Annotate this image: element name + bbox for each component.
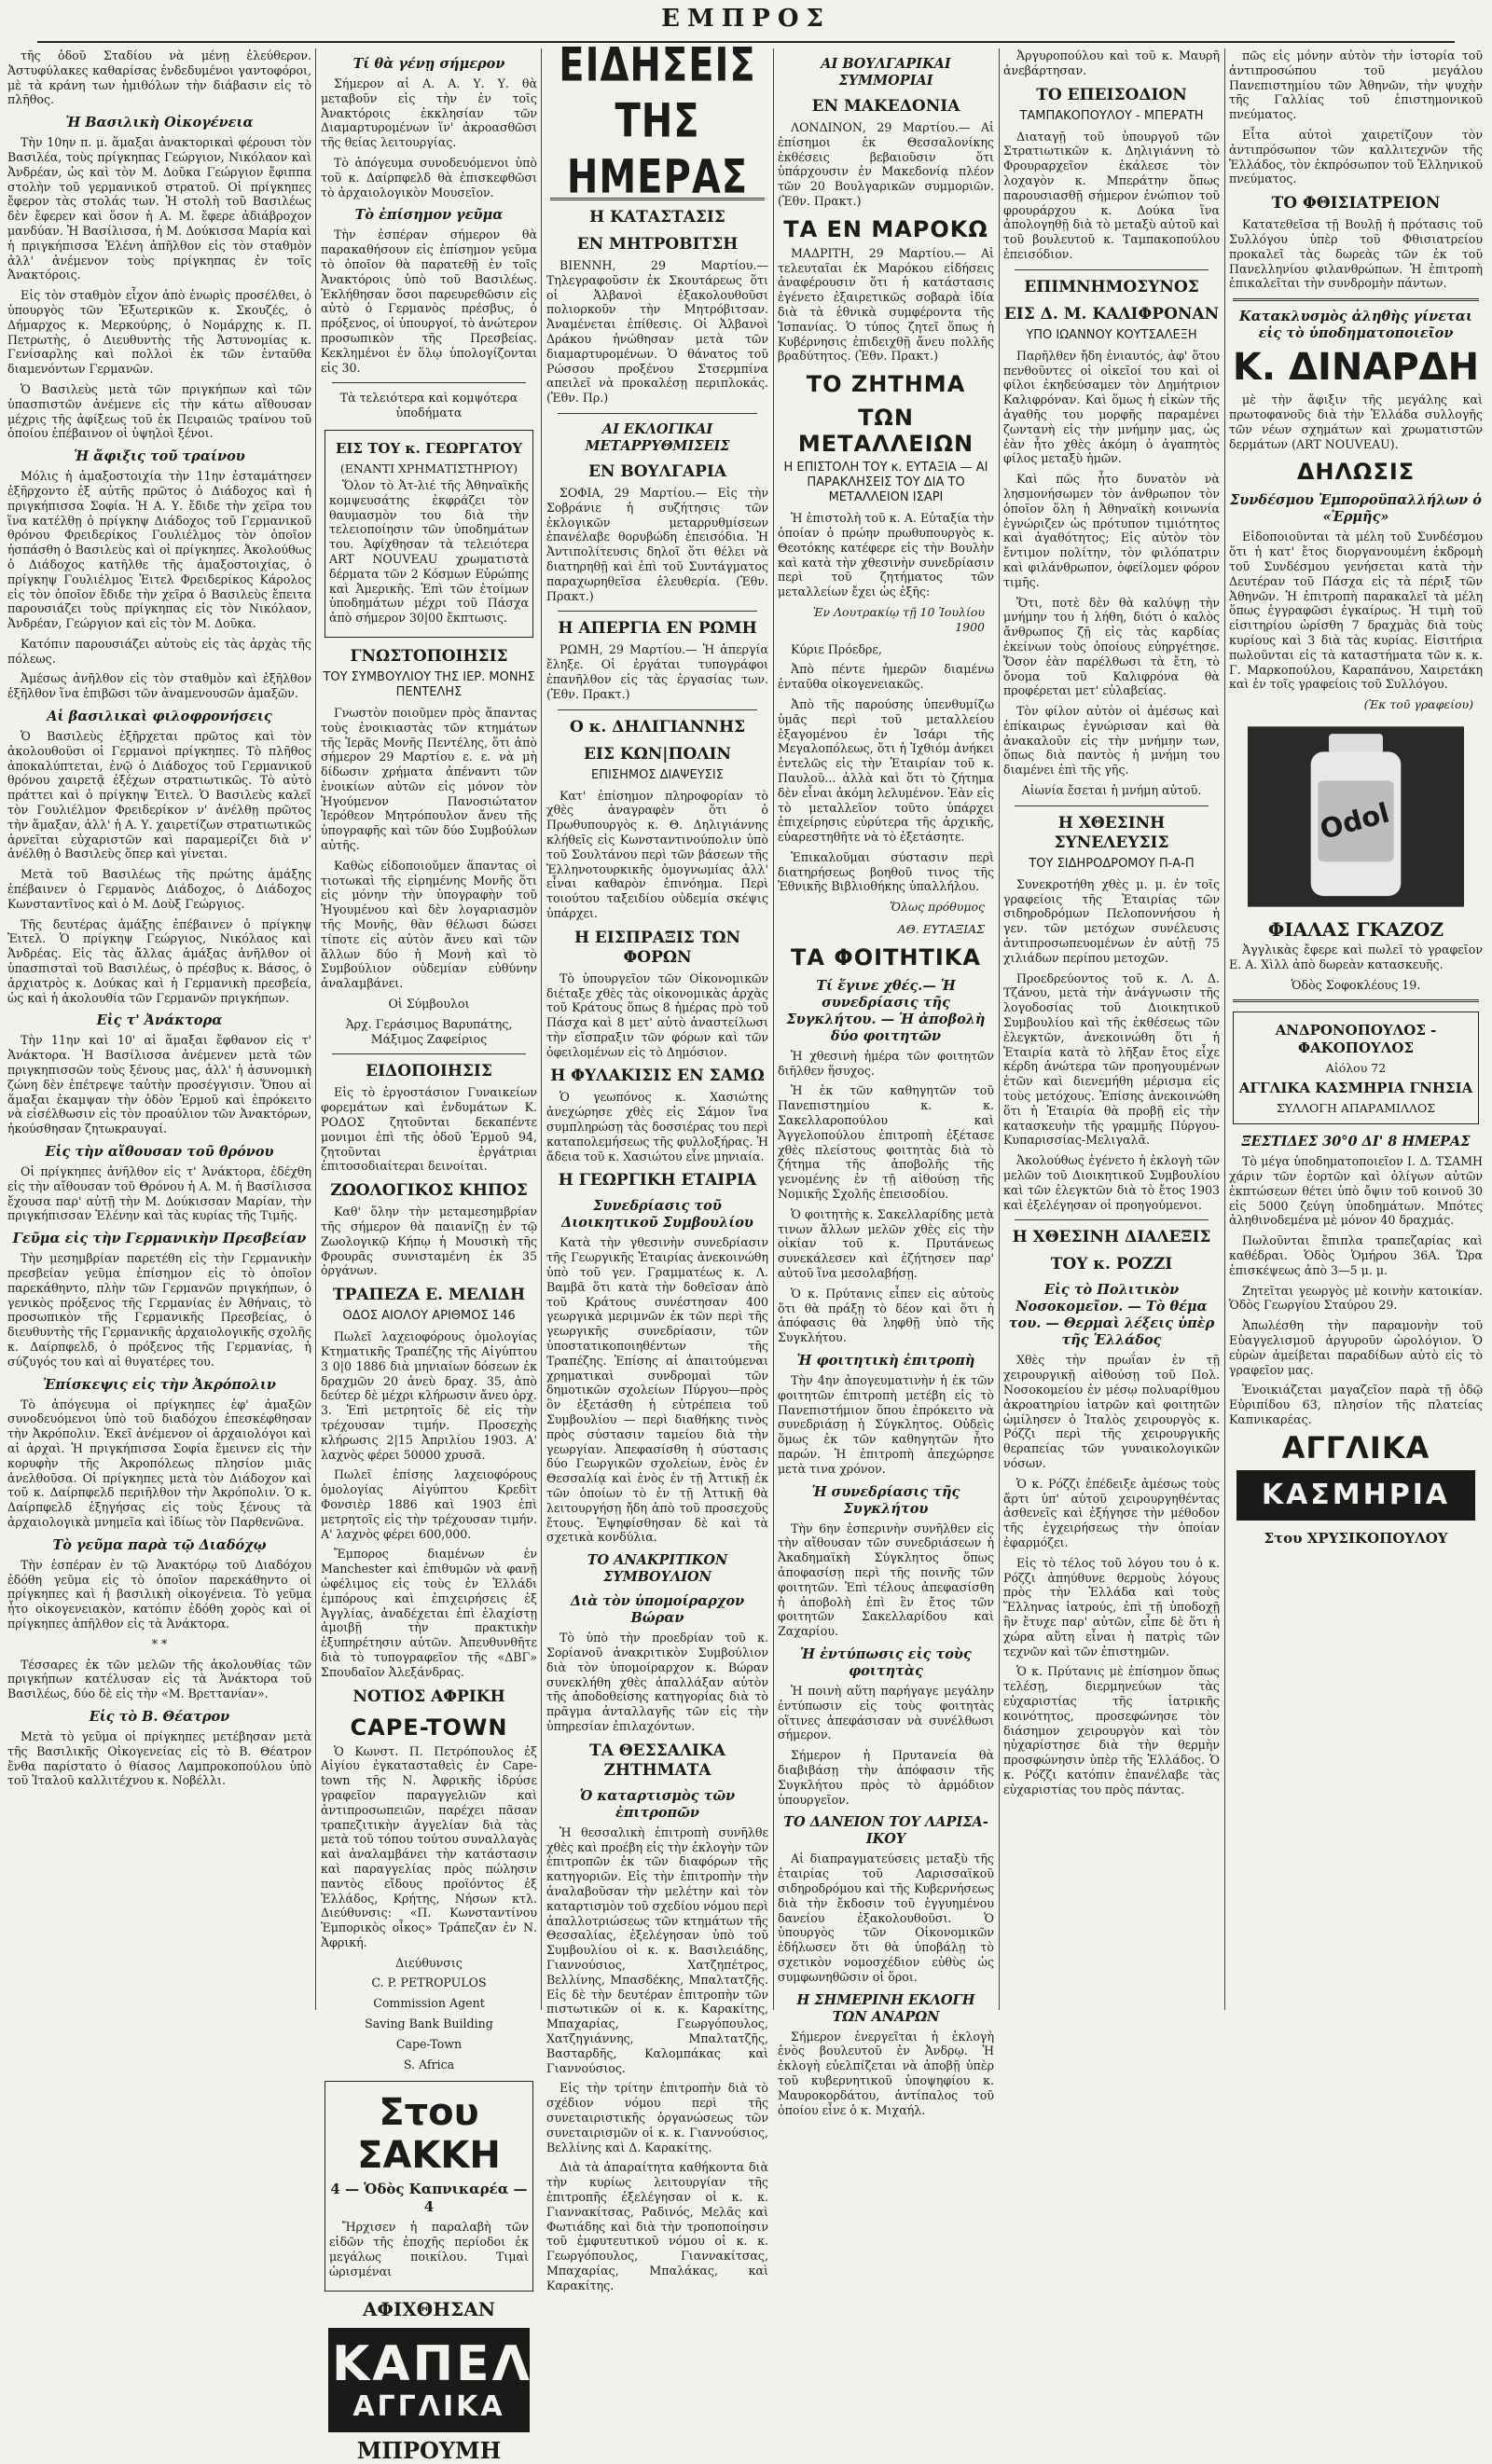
section-heading: Ἡ ἄφιξις τοῦ τραίνου	[74, 448, 245, 465]
brand-label: Odol	[1316, 796, 1393, 846]
column-4	[778, 48, 994, 2117]
section-subheading: ΤΟΥ ΣΥΜΒΟΥΛΙΟΥ ΤΗΣ ΙΕΡ. ΜΟΝΗΣ ΠΕΝΤΕΛΗΣ	[323, 669, 535, 699]
section-heading: ΕΙΣ ΚΩΝ|ΠΟΛΙΝ	[583, 744, 732, 764]
article-text: Τὴν 10ην π. μ. ἅμαξαι ἀνακτορικαὶ φέρουσι τὸν Βασιλέα, τοὺς πρίγκηπας Γεώργιον, Νικόλαον καὶ Ἀνδρέαν, ὡς καὶ τὸν Μ. Δοῦκα Γεώργιον ἔφιππα στολὴν τοῦ γερμανικοῦ στρατοῦ. Οἱ πρίγκηπες ἔφερον τὰς στολάς των. Ἡ στολὴ τοῦ Βασιλέως δὲν ἔφερεν καὶ ὅσον ἡ Α. Μ. ἔφερε ἀδιάβροχον μανδύαν. Ἡ Βασίλισσα, ἡ Μ. Δούκισσα Μαρία καὶ ἡ πριγκήπισσα Ἑλένη ἀπῆλθον εἰς τὸν σταθμὸν ἀλλ' ἀνέμενον τοὺς πρίγκηπας ἐν τοῖς Ἀνακτόροις.	[7, 135, 311, 282]
divider	[332, 1053, 526, 1054]
ad-text: Τὰ τελειότερα καὶ κομψότερα ὑποδήματα	[339, 391, 518, 420]
ad-big-text: ΚΑΣΜΗΡΙΑ	[1261, 1478, 1451, 1511]
article-text: Πωλεῖ λαχειοφόρους ὁμολογίας Κτηματικῆς Τραπέζης τῆς Αἰγύπτου 3 0|0 1886 διὰ μηνιαίων δόσεων ἐκ δραχμῶν 20 ἀνεὺ δραχ. 35, ἀπὸ δεύτερ δὲ μέχρι κλήρωσιν ἄνευ ὀρχ. 3. Ἐπὶ μετρητοῖς δὲ εἰς τὴν τρέχουσαν τιμήν. Προσεχὴς κλήρωσις 2|15 Ἀπριλίου 1903. Α' λαχνὸς φέρει 50000 χρυσᾶ.	[321, 1329, 537, 1462]
article-text: Μόλις ἡ ἁμαξοστοιχία τὴν 11ην ἐσταμάτησεν ἐξῆρχοντο ἐξ αὐτῆς πρῶτος ὁ Διάδοχος καὶ ἡ πριγκήπισσα Σοφία. Ἡ Α. Υ. ἔδιδε τὴν χεῖρα του ἵνα κατέλθῃ ὁ πρίγκηψ Διάδοχος τοῦ Γερμανικοῦ θρόνου Φρειδερίκος Γουλιέλμος τὸν ὁποῖον ἠσπάσθη ὁ Βασιλεὺς καὶ οἱ πρίγκηπες. Ἀκολούθως ὁ Διάδοχος κατῆλθε τῆς ἁμαξοστοιχίας, ὁ πρίγκηψ Γουλιέλμος Ἐιτελ Φρειδερίκος Κάρολος εἰς τὸν ὁποῖον ἔδιδε τὴν χεῖρα ὁ Βασιλεὺς ἔπειτα παρουσιάζει τοὺς πρίγκηπας εἰς τὸν Νικόλαον, Ἀνδρέαν, Γεώργιον καὶ εἰς τὸν Μ. Δοῦκα.	[7, 469, 311, 631]
article-text: Ἡ θεσσαλικὴ ἐπιτροπὴ συνῆλθε χθὲς καὶ προέβη εἰς τὴν ἐκλογὴν τῶν ἐπιτροπῶν ἐκ τῶν διαφόρων τῆς κατηγοριῶν. Εἰς τὴν ἐπιτροπὴν τὴν ἀναλαβοῦσαν τὴν μελέτην καὶ τὸν καταρτισμὸν τοῦ σχεδίου νόμου περὶ ἀπαλλοτριώσεως τῶν κτημάτων τῆς Θεσσαλίας, ἐξελέγησαν ὑπὸ τοῦ Συμβουλίου οἱ κ. κ. Βασιλειάδης, Γιαννούσιος, Χατζηπέτρος, Βελλίνης, Μπασδέκης, Μπαλτατζῆς. Εἰς δὲ τὴν δευτέραν ἐπιτροπὴν τῶν πιστωτικῶν οἱ κ. κ. Καρακίτης, Μπαχαρίας, Γεωργόπουλος, Χατζηγιάννης, Μπαλτατζῆς, Βασταρδῆς, Καλομπάκας καὶ Γιαννούσιος.	[546, 1824, 768, 2075]
article-source: (Ἐκ τοῦ γραφείου)	[1363, 697, 1473, 712]
section-heading: ΔΗΛΩΣΙΣ	[1296, 459, 1416, 486]
section-subheading: ΟΔΟΣ ΑΙΟΛΟΥ ΑΡΙΘΜΟΣ 146	[342, 1309, 516, 1324]
article-text: Ὁ γεωπόνος κ. Χασιώτης ἀνεχώρησε χθὲς εἰς Σάμον ἵνα συμπληρώσῃ τὰς δοσσιέρας του περὶ καταπολεμήσεως τῆς φυλλοξήρας. Ἡ ἄδεια τοῦ κ. Χασιώτου εἶνε μηνιαία.	[546, 1090, 768, 1163]
article-text: Ὅτι, ποτὲ δὲν θὰ καλύψῃ τὴν μνήμην του ἡ λήθη, διότι ὁ καλὸς ἄνθρωπος ζῇ εἰς τὰς καρδίας ἐκείνων τοὺς ὁποίους εὐηργέτησε. Ὅσον ἐὰν παρέλθωσι τὰ ἔτη, τὸ ὄνομα τοῦ Καλιφρόνα θὰ προφέρεται μετ' εὐλαβείας.	[1003, 595, 1220, 698]
article-text: Εἰς τὸ τέλος τοῦ λόγου του ὁ κ. Ρόζζι ἀπηύθυνε θερμοὺς λόγους πρὸς τὴν Ἑλλάδα καὶ τοὺς Ἕλληνας ἰατρούς, ἐπὶ τῇ ὑποδοχῇ ἣν ἔτυχε παρ' αὐτῶν, εἶπε δὲ ὅτι ἡ χώρα αὕτη εἶναι ἡ πατρὶς τῶν τεχνῶν καὶ τῶν ἐπιστημῶν.	[1003, 1555, 1220, 1659]
article-text: Ἡ χθεσινὴ ἡμέρα τῶν φοιτητῶν διῆλθεν ἥσυχος.	[778, 1048, 994, 1078]
article-text: Ὁ κ. Πρύτανις εἶπεν εἰς αὐτοὺς ὅτι θὰ πράξῃ τὸ δέον καὶ ὅτι ἡ ἀπόφασις θὰ ληφθῇ ὑπὸ τῆς Συγκλήτου.	[778, 1286, 994, 1345]
ad-heading: ΞΕΣΤΙΔΕΣ 30°0 ΔΙ' 8 ΗΜΕΡΑΣ	[1241, 1134, 1471, 1150]
section-heading: Η ΦΥΛΑΚΙΣΙΣ ΕΝ ΣΑΜΩ	[550, 1067, 765, 1086]
ad-big-text: ΑΓΓΛΙΚΑ	[352, 2389, 505, 2423]
article-text: Τέσσαρες ἐκ τῶν μελῶν τῆς ἀκολουθίας τῶν πριγκήπων κατέλυσαν εἰς τὰ Ἀνάκτορα τοῦ Βασιλέως, δύο δὲ εἰς τὴν «Μ. Βρεττανίαν».	[7, 1657, 311, 1701]
article-text: Εἶτα αὐτοὶ χαιρετίζουν τὸν ἀντιπρόσωπον τῶν καλλιτεχνῶν τῆς Ἑλλάδος, τὸν ἐκπρόσωπον τοῦ Ἑλληνικοῦ πνεύματος.	[1229, 127, 1483, 186]
ad-text: Ἀγγλικὰς ἔφερε καὶ πωλεῖ τὸ γραφεῖον Ε. Α. Χὶλλ ἀπὸ δωρεὰν κατασκευῆς.	[1229, 942, 1483, 971]
divider	[1015, 1219, 1209, 1220]
article-text: Ἀκολούθως ἐγένετο ἡ ἐκλογὴ τῶν μελῶν τοῦ Διοικητικοῦ Συμβουλίου καὶ τῶν ἐλεγκτῶν διὰ τὸ ἔτος 1903 καὶ ἐξελέγησαν οἱ προηγούμενοι.	[1003, 1153, 1220, 1212]
article-text: Οἱ πρίγκηπες ἀνῆλθον εἰς τ' Ἀνάκτορα, ἐδέχθη εἰς τὴν αἴθουσαν τοῦ Θρόνου ἡ Α. Μ. ἡ Βασίλισσα ἔχουσα παρ' αὐτῇ τὴν Μ. Δούκισσαν Μαρίαν, τὴν πριγκήπισσαν Ἑλένην καὶ τὰς κυρίας τῆς Τιμῆς.	[7, 1164, 311, 1223]
column-6	[1229, 48, 1483, 2010]
article-text: Ἀπὸ πέντε ἡμερῶν διαμένω ἐνταῦθα οἰκογενειακῶς.	[778, 662, 994, 692]
article-text: Τὸ ὑπὸ τὴν προεδρίαν τοῦ κ. Σορίανοῦ ἀνακριτικὸν Συμβούλιον διὰ τὸν ὑπομοίραρχον κ. Βώραν συνεκλήθη χθὲς ἀπαλλάξαν αὐτὸν τῆς ἀποδοθείσης κατηγορίας διὰ τὸ πρᾶγμα ἀνταλλαγῆς τῶν εἰς τὴν ὑπηρεσίαν ἐπιλαχόντων.	[546, 1631, 768, 1733]
section-heading: Η ΚΑΤΑΣΤΑΣΙΣ	[589, 208, 725, 227]
article-text: ΒΙΕΝΝΗ, 29 Μαρτίου.— Τηλεγραφοῦσιν ἐκ Σκουτάρεως ὅτι οἱ Ἀλβανοὶ ἐξακολουθοῦσι πολιορκοῦν τὴν Μητρόβιτσαν. Ἀναμένεται ἐπίθεσις. Οἱ Ἀλβανοὶ Δράκου ἠνώθησαν μετὰ τῶν διαμαρτυρομένων. Ὁ θάνατος τοῦ Ρώσσου προξένου Στσερμπίνα απειλεῖ νὰ προκαλέσῃ περιπλοκάς. (Ἐθν. Πρ.)	[546, 258, 768, 406]
column-3	[546, 38, 768, 2292]
section-heading: ΖΩΟΛΟΓΙΚΟΣ ΚΗΠΟΣ	[330, 1181, 528, 1201]
section-heading: ΑΙ ΒΟΥΛΓΑΡΙΚΑΙ ΣΥΜΜΟΡΙΑΙ	[821, 56, 951, 89]
section-heading: ΕΙΔΟΠΟΙΗΣΙΣ	[366, 1062, 492, 1081]
ad-text: ΑΓΓΛΙΚΑ ΚΑΣΜΗΡΙΑ ΓΝΗΣΙΑ	[1238, 1080, 1473, 1097]
article-text: Πωλεῖ ἐπίσης λαχειοφόρους ὁμολογίας Αἰγύπτου Κρεδὶτ Φονσιὲρ 1886 καὶ 1903 ἐπὶ μετρητοῖς εἰς τὴν τρέχουσαν τιμήν. Α' λαχνὸς φέρει 600,000.	[321, 1467, 537, 1541]
article-text: Σήμερον ἐνεργεῖται ἡ ἐκλογὴ ἑνὸς βουλευτοῦ ἐν Ἀνδρῳ. Ἡ ἐκλογὴ εὐελπίζεται νὰ ἀποβῇ ὑπὲρ τοῦ κυβερνητικοῦ ὑποψηφίου κ. Μαυροκορδάτου, ἀντίπαλος τοῦ ὁποίου εἶνε ὁ κ. Μιχαήλ.	[778, 2029, 994, 2117]
article-text: Καθ' ὅλην τὴν μεταμεσημβρίαν τῆς σήμερον θὰ παιανίζῃ ἐν τῷ Ζωολογικῷ Κήπῳ ἡ Μουσικὴ τῆς Φρουρᾶς συνισταμένη ἐκ 35 ὀργάνων.	[321, 1204, 537, 1278]
section-heading: Αἱ βασιλικαὶ φιλοφρονήσεις	[47, 709, 272, 725]
column-5	[1003, 48, 1220, 2010]
ad-address: Ὁδὸς Σοφοκλέους 19.	[1291, 977, 1421, 992]
section-subheading: ΥΠΟ ΙΩΑΝΝΟΥ ΚΟΥΤΣΑΛΕΞΗ	[1026, 327, 1197, 342]
article-text: Ὁ Κωνστ. Π. Πετρόπουλος ἐξ Αἰγίου ἐγκατασταθεὶς ἐν Cape-town τῆς Ν. Ἀφρικῆς ἱδρύσε γραφεῖον παραγγελιῶν καὶ ἀντιπροσωπειῶν, παρέχει πᾶσαν τραπεζιτικὴν ἀγγελίαν διὰ τὰς μετὰ τοῦ τόπου τούτου συναλλαγὰς καὶ ἀναλαμβάνει τὴν κατάστασιν καὶ παραγγελίας πρὸς πώλησιν παντὸς εἴδους προϊόντος ἐξ Ἑλλάδος, Κρήτης, Νήσων κτλ. Διεύθυνσις: «Π. Κωνσταντίνου Ἐμπορικὸς οἶκος» Τράπεζαν ἐν Ν. Ἀφρική.	[321, 1743, 537, 1949]
ad-text: Ὅλον τὸ Ἀτ-λιέ τῆς Ἀθηναϊκῆς κομψευσάτης ἐκφράζει τὸν θαυμασμὸν του διὰ τὴν τελειοποίησιν τῶν ὑποδημάτων του. Ἀφίχθησαν τὰ τελειότερα ART NOUVEAU χρωματιστὰ δέρματα τῶν 2 Κόσμων Εὐρώπης καὶ Ἀμερικῆς. Ἐπὶ τῶν ἐτοίμων ὑποδημάτων μέχρι τοῦ Πάσχα ἀπὸ σήμερον 30|00 ἔκπτωσις.	[329, 477, 529, 626]
ad-kapela	[328, 2328, 573, 2432]
section-heading: Εἰς τ' Ἀνάκτορα	[96, 1012, 223, 1029]
page-title: ΕΙΔΗΣΕΙΣ ΤΗΣ ΗΜΕΡΑΣ	[559, 38, 756, 204]
article-text: Ὁ κ. Πρύτανις μὲ ἐπίσημον ὅπως τελέσῃ, διερμηνεύων τὰς εὐχαριστίας τῆς ἰατρικῆς κοινότητος, προσεφώνησε τὸν διάσημον χειρουργὸν καὶ τὸν ηὐχαρίστησε διὰ τὴν θερμὴν προσφώνησιν ὑπὲρ τῆς Ἑλλάδος. Ὁ κ. Ρόζζι κατόπιν ἐπανέλαβε τὰς εὐχαριστίας του πρὸς πάντας.	[1003, 1664, 1220, 1796]
section-heading: Εἰς τὸ Β. Θέατρον	[89, 1708, 230, 1725]
address-line: C. P. PETROPULOS	[371, 1975, 487, 1990]
section-subheading: Διὰ τὸν ὑπομοίραρχον Βώραν	[570, 1593, 745, 1627]
article-text: Τὸ ἀπόγευμα οἱ πρίγκηπες ἐφ' ἁμαξῶν συνοδευόμενοι ὑπὸ τοῦ διαδόχου ἐπεσκέφθησαν τὴν Ἀκρόπολιν. Ἐκεῖ ἀνέμενον οἱ ἀρχαιολόγοι καὶ αἱ ἀρχαὶ. Ἡ πριγκήπισσα Σοφία ἔμεινεν εἰς τὴν κορυφὴν τῆς Ἀκροπόλεως πλησίον μιᾶς ἀνελθοῦσα. Οἱ πρίγκηπες μετὰ τὸν Διάδοχον καὶ τοῦ κ. Δαίρπφελδ περιῆλθον τὴν Ἀκρόπολιν. Ὁ κ. Δαίρπφελδ ἐξηγήσας εἰς τοὺς ξένους τὰ ἀρχαιολογικὰ μνημεῖα καὶ ἰδίως τὸν Παρθενῶνα.	[7, 1397, 311, 1529]
section-heading: ΝΟΤΙΟΣ ΑΦΡΙΚΗ	[352, 1686, 505, 1706]
divider	[1015, 269, 1209, 270]
masthead	[0, 0, 1492, 41]
article-text: Ἐπικαλοῦμαι σύστασιν περὶ διατηρήσεως βοηθοῦ τινος τῆς Ἐθνικῆς Βιβλιοθήκης ὑπαλλήλου.	[778, 849, 994, 894]
section-heading: Ἡ ἐντύπωσις εἰς τοὺς φοιτητὰς	[800, 1645, 972, 1679]
article-text: Σήμερον αἱ Α. Α. Υ. Υ. θὰ μεταβοῦν εἰς τὴν ἐν τοῖς Ἀνακτόροις ἐκκλησίαν τῶν Διαμαρτυρομένων ἵν' ἀκροασθῶσι τῆς θείας λειτουργίας.	[321, 76, 537, 150]
section-heading: ΤΟ ΦΘΙΣΙΑΤΡΕΙΟΝ	[1271, 194, 1441, 213]
ad-text: Ἀπωλέσθη τὴν παραμονὴν τοῦ Εὐαγγελισμοῦ ἀργυροῦν ὡρολόγιον. Ὁ εὑρὼν ἀμείβεται παραδίδων αὐτὸ εἰς τὸ γραφεῖον μας.	[1229, 1318, 1483, 1377]
article-text: Αἱ διαπραγματεύσεις μεταξὺ τῆς ἑταιρίας τοῦ Λαρισσαϊκοῦ σιδηροδρόμου καὶ τῆς Κυβερνήσεως διὰ τὴν ἔκδοσιν τοῦ ἐγγυημένου δανείου ἐξακολουθοῦσι. Ὁ ὑπουργὸς τῶν Οἰκονομικῶν ἐδήλωσεν ὅτι θὰ ὑποβάλῃ τὸ σχετικὸν νομοσχέδιον εὐθὺς ὡς συμφωνηθῶσιν οἱ ὅροι.	[778, 1851, 994, 1984]
section-heading: Ἡ συνεδρίασις τῆς Συγκλήτου	[811, 1483, 960, 1517]
section-heading: ΕΝ ΜΑΚΕΔΟΝΙΑ	[811, 97, 960, 116]
ad-big-text: ΚΑΠΕΛΑ	[332, 2335, 573, 2392]
section-heading: Η ΑΠΕΡΓΙΑ ΕΝ ΡΩΜΗ	[558, 619, 757, 639]
article-text: Εἰδοποιοῦνται τὰ μέλη τοῦ Συνδέσμου ὅτι ἡ κατ' ἔτος διοργανουμένη ἐκδρομὴ τοῦ Συνδέσμου γενήσεται κατὰ τὴν Δευτέραν τοῦ Πάσχα εἰς τὰ πέριξ τῶν Ἀθηνῶν. Ἡ ἐπιτροπὴ παρακαλεῖ τὰ μέλη ὅπως ἐγγραφῶσι ἐγκαίρως. Ἡ τιμὴ τοῦ εἰσιτηρίου ὡρίσθη 7 δραχμὰς διὰ τοὺς κυρίους καὶ 3 διὰ τὰς κυρίας. Εἰσιτήρια πωλοῦνται εἰς τὰ καταστήματα τῶν κ. κ. Γ. Μαρκοπούλου, Καραπάνου, Χαιρετάκη καὶ ἐν τοῖς γραφείοις τοῦ Συλλόγου.	[1229, 530, 1483, 692]
section-heading: ΤΑ ΘΕΣΣΑΛΙΚΑ ΖΗΤΗΜΑΤΑ	[589, 1741, 725, 1780]
section-heading: Η ΓΕΩΡΓΙΚΗ ΕΤΑΙΡΙΑ	[558, 1171, 757, 1191]
section-heading: CAPE-TOWN	[350, 1714, 508, 1741]
section-heading: ΑΙ ΕΚΛΟΓΙΚΑΙ ΜΕΤΑΡΡΥΘΜΙΣΕΙΣ	[585, 420, 730, 454]
section-heading: ΤΟ ΑΝΑΚΡΙΤΙΚΟΝ ΣΥΜΒΟΥΛΙΟΝ	[587, 1552, 728, 1586]
article-text: Κατόπιν παρουσιάζει αὐτοὺς εἰς τὰς ἀρχὰς τῆς πόλεως.	[7, 636, 311, 666]
divider	[558, 611, 757, 612]
article-text: Κατ' ἐπίσημον πληροφορίαν τὸ χθὲς ἀναγραφὲν ὅτι ὁ Πρωθυπουργὸς κ. Θ. Δηλιγιάννης κλήθεῖς εἰς Κωνσταντινούπολιν ὑπὸ τοῦ Σουλτάνου περὶ τῶν βάσεων τῆς Ἑλληνοτουρκικῆς ὁμογνωμίας ἀλλ' εἶναι καθαρὸν ἐπινόημα. Περὶ τοιούτου ταξειδίου οὐδεμία σκέψις ὑπάρχει.	[546, 788, 768, 920]
ad-text: μὲ τὴν ἄφιξιν τῆς μεγάλης καὶ πρωτοφανοῦς διὰ τὴν Ἑλλάδα συλλογῆς τῶν νέων σχημάτων καὶ χρωματιστῶν δερμάτων (ART NOUVEAU).	[1229, 392, 1483, 451]
article-text: ΜΑΔΡΙΤΗ, 29 Μαρτίου.— Αἱ τελευταῖαι ἐκ Μαρόκου εἰδήσεις ἀναφέρουσιν ὅτι ἡ κατάστασις ἐγένετο ἐξαιρετικῶς σοβαρὰ ἰδία διὰ τὰ ἐθνικὰ συμφέροντα τῆς Ἱσπανίας. Ὁ τύπος ζητεῖ ὅπως ἡ Κυβέρνησις ἐπιδειχθῇ ἄνευ πολλῆς βραδύτητος. (Ἐθν. Πρακτ.)	[778, 245, 994, 364]
ad-footer: ΜΠΡΟΥΜΗ	[356, 2436, 502, 2464]
article-text: Ἀργυροπούλου καὶ τοῦ κ. Μαυρῆ ἀνεβάρτησαν.	[1003, 48, 1220, 77]
article-text: Διὰ τὰ ἀπαραίτητα καθήκοντα διὰ τὴν κυρίως λειτουργίαν τῆς ἐπιτροπῆς ἐξελέγησαν οἱ κ. κ. Γιαννακίτσας, Ραδινός, Μελᾶς καὶ Φωτιάδης καὶ διὰ τὴν τροποποίησιν τοῦ ἐμφυτευτικοῦ νόμου οἱ κ. κ. Γεωργόπουλος, Γιαννακίτσας, Μπαχαρίας, Μπαλάκας, καὶ Καρακίτης.	[546, 2160, 768, 2292]
section-heading: Η ΣΗΜΕΡΙΝΗ ΕΚΛΟΓΗ ΤΩΝ ΑΝΑΡΩΝ	[796, 1991, 975, 2025]
article-text: Εἰς τὸ ἐργοστάσιον Γυναικείων φορεμάτων καὶ ἐνδυμάτων Κ. ΡΟΔΟΣ ζητοῦνται δεκαπέντε μονιμοι ἐπὶ τῆς ὁδοῦ Ἑρμοῦ 94, ζητοῦνται ἐργάτριαι ἐπιτοσοδιαίτεραι δεινοίται.	[321, 1085, 537, 1174]
article-text: πῶς εἰς μόνην αὐτὸν τὴν ἱστορία τοῦ ἀντιπροσώπου τοῦ μεγάλου Πανεπιστημίου τῶν Ἀθηνῶν, τὴν ψυχὴν τῆς Γαλλίας τοῦ ἐπιστημονικοῦ πνεύματος.	[1229, 48, 1483, 122]
signature-names: Ἀρχ. Γεράσιμος Βαρυπάτης, Μάξιμος Ζαφείριος	[345, 1016, 513, 1046]
section-subheading: Εἰς τὸ Πολιτικὸν Νοσοκομεῖον. — Τὸ θέμα του. — Θερμαὶ λέξεις ὑπὲρ τῆς Ἑλλάδος	[1008, 1282, 1215, 1349]
section-heading: Τὸ ἐπίσημον γεῦμα	[354, 207, 504, 224]
article-text: Μετὰ τοῦ Βασιλέως τῆς πρώτης ἁμάξης ἐπέβαινεν ὁ Γερμανὸς Διάδοχος, ὁ Διάδοχος Κωνσταντῖνος καὶ ὁ Μ. Δοὺξ Γεώργιος.	[7, 867, 311, 911]
article-text: Εἰς τὴν τρίτην ἐπιτροπὴν διὰ τὸ σχέδιον νόμου περὶ τῆς συνεταιριστικῆς ὀργανώσεως τῶν συνεταιρισμῶν οἱ κ. κ. Γιαννούσιος, Βελλίνης καὶ Δ. Καρακίτης.	[546, 2081, 768, 2154]
letter-signature: ΑΘ. ΕΥΤΑΞΙΑΣ	[897, 922, 985, 937]
article-text: Προεδρεύοντος τοῦ κ. Λ. Δ. Τζάνου, μετὰ τὴν ἀνάγνωσιν τῆς λογοδοσίας τοῦ Διοικητικοῦ Συμβουλίου καὶ τῆς ἐκθέσεως τῶν ἐλεγκτῶν, ἀνεκοινώθη ὅτι ἡ Ἑταιρία κατὰ τὸ λῆξαν ἔτος εἶχε κέρδη ἀνώτερα τῶν προηγουμένων ἐτῶν καὶ διενεμήθη μέρισμα εἰς τοὺς μετόχους. Ἐπίσης ἀνεκοινώθη ὅτι ἡ Ἑταιρία θὰ προβῇ εἰς τὴν κατασκευὴν τῆς γραμμῆς Πύργου-Κυπαρισσίας-Μελιγαλᾶ.	[1003, 970, 1220, 1148]
address-line: Διεύθυνσις	[395, 1955, 463, 1970]
ad-text: Ἤρχισεν ἡ παραλαβὴ τῶν εἰδῶν τῆς ἐποχῆς περίοδοι ἐκ μεγάλως ποικίλου. Τιμαὶ ὡρισμέναι	[329, 2220, 529, 2278]
article-text: Ἡ ἐπιστολὴ τοῦ κ. Α. Εὐταξία τὴν ὁποίαν ὁ πρώην πρωθυπουργὸς κ. Θεοτόκης κατέφερε εἰς τὴν Βουλὴν καὶ κατὰ τὴν χθεσινὴν συνεδρίασιν περὶ τοῦ ζητήματος τῶν μεταλλείων ἔχει ὡς ἑξῆς:	[778, 511, 994, 599]
ad-address: 4 — Ὁδὸς Καπνικαρέα — 4	[330, 2181, 528, 2216]
article-text: Ὁ Βασιλεὺς μετὰ τῶν πριγκήπων καὶ τῶν ὑπασπιστῶν ἀνέμενε εἰς τὴν κάτω αἴθουσαν μέχρις τῆς ἀφίξεως τοῦ ἐκ Πειραιῶς τραίνου τοῦ ὁποίου ἐπέβαινον οἱ ὑψηλοὶ ξένοι.	[7, 381, 311, 441]
divider	[1233, 999, 1479, 1002]
section-heading: ΤΡΑΠΕΖΑ Ε. ΜΕΛΙΔΗ	[332, 1286, 526, 1305]
section-heading: ΤΩΝ ΜΕΤΑΛΛΕΙΩΝ	[797, 405, 974, 458]
section-heading: ΕΠΙΜΝΗΜΟΣΥΝΟΣ	[1024, 277, 1199, 296]
article-text: Μετὰ τὸ γεῦμα οἱ πρίγκηπες μετέβησαν μετὰ τῆς Βασιλικῆς Οἰκογενείας εἰς τὸ Β. Θέατρον ἔνθα παρίστατο ὁ θίασος Λαμπροκοπούλου ὑπὸ τοῦ Ἰταλοῦ καλλιτέχνου κ. Νοβέλλι.	[7, 1728, 311, 1788]
section-heading: Γεῦμα εἰς τὴν Γερμανικὴν Πρεσβείαν	[12, 1231, 307, 1247]
section-heading: ΓΝΩΣΤΟΠΟΙΗΣΙΣ	[350, 646, 508, 666]
article-text: Κύριε Πρόεδρε,	[791, 641, 882, 656]
newspaper-name: ΕΜΠΡΟΣ	[661, 5, 831, 33]
section-heading: Ο κ. ΔΗΛΙΓΙΑΝΝΗΣ	[569, 717, 746, 736]
section-heading: Ἐπίσκεψις εἰς τὴν Ἀκρόπολιν	[43, 1376, 276, 1393]
section-subheading: Ὁ καταρτισμὸς τῶν ἐπιτροπῶν	[579, 1787, 736, 1821]
article-text: Κατατεθεῖσα τῇ Βουλῇ ἡ πρότασις τοῦ Συλλόγου ὑπὲρ τοῦ Φθισιατρείου προκαλεῖ τὰς δωρεὰς τῶν ἐκ τοῦ Πανελληνίου φιλανθρώπων. Ἡ ἐπιτροπὴ ἐπικαλεῖται τὴν συνδρομὴν πάντων.	[1229, 217, 1483, 291]
ad-text: Ἐνοικιάζεται μαγαζεῖον παρὰ τῇ ὁδῷ Εὐριπίδου 63, πλησίον τῆς πλατείας Καπνικαρέας.	[1229, 1383, 1483, 1427]
article-text: Τὴν 6ην ἑσπερινὴν συνῆλθεν εἰς τὴν αἴθουσαν τῶν συνεδριάσεων ἡ Ἀκαδημαϊκὴ Σύγκλητος ὅπως ἀποφασίσῃ περὶ τῆς ποινῆς τῶν φοιτητῶν. Ἐπὶ τέλους ἀπεφασίσθη ἡ ἀποβολὴ ἐπὶ ἓν ἔτος τῶν φοιτητῶν Σακελλαρίδου καὶ Ζαχαρίου.	[778, 1521, 994, 1639]
ad-title: Κ. ΔΙΝΑΡΔΗ	[1232, 346, 1480, 390]
column-divider	[541, 48, 542, 2010]
ad-address: Αἰόλου 72	[1325, 1061, 1387, 1076]
section-heading: ΤΑ ΦΟΙΤΗΤΙΚΑ	[791, 943, 981, 970]
letter-closing: Ὅλως πρόθυμος	[889, 900, 985, 915]
article-text: Χθὲς τὴν πρωΐαν ἐν τῇ χειρουργικῇ αἰθούσῃ τοῦ Πολ. Νοσοκομείου ἐν μέσῳ πολυαρίθμου ἀκροατηρίου ἰατρῶν καὶ φοιτητῶν ὡμίλησεν ὁ Ἰταλὸς χειρουργὸς κ. Ρόζζι περὶ τῆς χειρουργικῆς θεραπείας τῶν γυναικολογικῶν νόσων.	[1003, 1353, 1220, 1470]
ad-sakkis	[325, 2081, 533, 2291]
ad-heading: Κατακλυσμὸς ἀληθὴς γίνεται εἰς τὸ ὑποδηματοποιεῖον	[1239, 309, 1472, 342]
section-heading: ΤΟΥ κ. ΡΟΖΖΙ	[1050, 1255, 1173, 1274]
section-heading: Η ΧΘΕΣΙΝΗ ΣΥΝΕΛΕΥΣΙΣ	[1054, 813, 1169, 852]
section-heading: ΕΝ ΒΟΥΛΓΑΡΙΑ	[587, 461, 727, 481]
column-divider	[999, 48, 1000, 2010]
article-text: Ἡ ἐκ τῶν καθηγητῶν τοῦ Πανεπιστημίου κ. κ. Σακελλαροπούλου καὶ Ἀγγελοπούλου ἐπιτροπὴ ἐξέτασε χθὲς πλείστους φοιτητὰς διὰ τὸ ζήτημα τῆς ἀποβολῆς τῆς γενομένης ἐν τῇ αἰθούσῃ τῆς Νομικῆς Σχολῆς ἐπεισοδίου.	[778, 1083, 994, 1202]
column-1	[7, 48, 311, 2010]
section-heading: Η ΕΙΣΠΡΑΞΙΣ ΤΩΝ ΦΟΡΩΝ	[573, 928, 741, 967]
article-text: Τὴν ἑσπέραν ἐν τῷ Ἀνακτόρῳ τοῦ Διαδόχου ἐδόθη γεῦμα εἰς τὸ ὁποῖον παρεκάθηντο οἱ πρίγκηπες καὶ ἡ βασιλικὴ οἰκογένεια. Τὸ γεῦμα ἦτο οἰκογενειακὸν, κατόπιν ἐδόθη χορὸς καὶ οἱ πρίγκηπες ἀπῆλθον εἰς τὰ Ἀνάκτορα.	[7, 1557, 311, 1631]
article-text: Κατὰ τὴν γθεσινὴν συνεδρίασιν τῆς Γεωργικῆς Ἑταιρίας ἀνεκοινώθη ὑπὸ τοῦ γεν. Γραμματέως κ. Λ. Βαμβᾶ ὅτι κατὰ τὴν δοθεῖσαν ἀπὸ τοῦ Κράτους συνέστησαν 400 γεωργικὰ μεριμνῶν ἐκ τῶν περὶ τῆς γεωργικῆς συνεδρίασιν, τῶν ὑποστατικοποιηθέντων τῆς Τραπέζης. Ἐπίσης αἱ ἀπαιτούμεναι χρηματικαὶ συνδρομαὶ τῶν δημοτικῶν σχολείων Πύργου—πρὸς ὃν ἐξετάσθη ἡ εὐτρέπεια τοῦ Συμβουλίου — περὶ διαθήκης τινὸς πρὸς σύστασιν ταμείου διὰ τὴν γεωργίαν. Ἀπεφασίσθη ἡ σύστασις δύο Γεωργικῶν σχολείων, ἑνὸς ἐν Θεσσαλίᾳ καὶ ἑνὸς ἐν τῇ Ἀττικῇ ἐκ τῶν ὁποίων τὸ ἐν τῇ Ἀττικῇ θὰ λειτουργήσῃ ἤδη ἀπὸ τοῦ προσεχοῦς ἔτους. Ἐψηφίσθησαν δὲ καὶ τὰ σχετικὰ κονδύλια.	[546, 1235, 768, 1545]
ad-andronopoulos	[1233, 1012, 1479, 1124]
letter-date: Ἐν Λουτρακίῳ τῇ 10 Ἰουλίου 1900	[812, 604, 985, 634]
section-heading: Η ΧΘΕΣΙΝΗ ΔΙΑΛΕΞΙΣ	[1012, 1228, 1211, 1247]
divider	[1233, 298, 1479, 301]
section-subheading: ΤΑΜΠΑΚΟΠΟΥΛΟΥ - ΜΠΕΡΑΤΗ	[1019, 108, 1204, 123]
section-subheading: Συνεδρίασις τοῦ Διοικητικοῦ Συμβουλίου	[561, 1198, 753, 1232]
ad-title: ΑΝΔΡΟΝΟΠΟΥΛΟΣ - ΦΑΚΟΠΟΥΛΟΣ	[1275, 1022, 1437, 1057]
article-text: Καθὼς εἰδοποιοῦμεν ἅπαντας οἱ τιοτωκαὶ τῆς εἰρημένης Μονῆς ὅτι εἰς μόνην τὴν ὑπογραφὴν τοῦ Ἡγουμένου καὶ δὲν λογαριασμὸν τῆς Μονῆς, θὰν θέλωσι δώσει τίποτε εἰς αὐτὸν ἄνευ καὶ τῶν ἄλλων δύο ἡ Μονὴ καὶ τὸ Συμβούλιον οὐδεμίαν εὐθύνην ἀναλαμβάνει.	[321, 858, 537, 991]
section-heading: Ἡ Βασιλικὴ Οἰκογένεια	[65, 115, 254, 131]
ad-subtitle: (ΕΝΑΝΤΙ ΧΡΗΜΑΤΙΣΤΗΡΙΟΥ)	[339, 461, 518, 475]
ad-title: ΕΙΣ ΤΟΥ κ. ΓΕΩΡΓΑΤΟΥ	[335, 439, 523, 457]
section-heading: ΕΝ ΜΗΤΡΟΒΙΤΣΗ	[576, 235, 739, 254]
article-text: ΡΩΜΗ, 29 Μαρτίου.— Ἡ ἀπεργία ἔληξε. Οἱ ἐργάται τυπογράφοι ἐπανῆλθον εἰς τὰς ἐργασίας των. (Ἐθν. Πρακτ.)	[546, 642, 768, 701]
article-text: Ἀπὸ τῆς παρούσης ὑπενθυμίζω ὑμᾶς περὶ τοῦ μεταλλείου ἐξαγομένου ἐν Ἰσάρι τῆς Μεγαλοπόλεως, ὅτι ἡ Ἰχθιόμ ἀνήκει ἐντελῶς εἰς τὴν Ἑταιρίαν τοῦ κ. Παυλοῦ... ἀλλὰ καὶ ὅτι τὸ ζήτημα δὲν εἶναι ἀκόμη λελυμένον. Ἐὰν εἰς τὸ μεταλλεῖον τοῦτο ὑπάρχει ἐπιχείρησις εὐρύτερα τῆς ἀρχικῆς, εὐαρεστηθῆτε νὰ τὸ ἐξετάσητε.	[778, 696, 994, 845]
section-subheading: Συνδέσμου Ἐμποροϋπαλλήλων ὁ «Ἑρμῆς»	[1230, 492, 1482, 526]
article-text: τῆς ὁδοῦ Σταδίου νὰ μένῃ ἐλεύθερον. Ἀστυφύλακες καθαρίσας ἐνδεδυμένοι γαντοφόροι, μὲ τὰ κράνη των ἡμιθόλων τὴν διάβασιν εἰς τὸ πλῆθος.	[7, 48, 311, 107]
article-text: Ὁ κ. Ρόζζι ἐπέδειξε ἀμέσως τοὺς ἄρτι ὑπ' αὐτοῦ χειρουργηθέντας ἀσθενεῖς καὶ ἐξήγησε τὴν μέθοδον τῆς ἐγχειρήσεως τὴν ὁποίαν ἐφαρμόζει.	[1003, 1476, 1220, 1549]
signature-label: Οἱ Σύμβουλοι	[388, 997, 470, 1012]
article-text: Τὸν φίλον αὐτὸν οἱ ἀμέσως καὶ ἐπίκαιρως ἐγνώρισαν καὶ θὰ ἀνακαλοῦν εἰς τὴν μνήμην των, ὅπως διὰ παντὸς ἡ μνήμη του διαμένει ἐπὶ τῆς γῆς.	[1003, 704, 1220, 778]
article-text: Τὴν 11ην καὶ 10' αἱ ἅμαξαι ἔφθανον εἰς τ' Ἀνάκτορα. Ἡ Βασίλισσα ἀνέμενεν μετὰ τῶν πριγκηπισσῶν τοὺς ξένους μας, ἀλλ' ἡ ἀσυνομικὴ ζώνη δὲν ἐπέτρεψε ταὐτὴν προσέγγισιν. Ὅπου αἱ ἅμαξαι ἐκαμψαν τὴν ὁδὸν Ἑρμοῦ καὶ ἐπρόκειτο νὰ εἰσέλθωσιν εἰς τὸν προαύλιον τῶν Ἀνακτόρων, ἠκούσθησαν ζητωκραυγαί.	[7, 1033, 311, 1136]
article-text: Ἡ ποινὴ αὕτη παρήγαγε μεγάλην ἐντύπωσιν εἰς τοὺς φοιτητὰς οἵτινες ἀπεφάσισαν νὰ συνέλθωσι σήμερον.	[778, 1683, 994, 1742]
address-line: Commission Agent	[373, 1996, 485, 2011]
article-text: Παρῆλθεν ἤδη ἐνιαυτός, ἀφ' ὅτου πενθοῦντες οἱ οἰκεῖοί του καὶ οἱ φίλοι ἐκηδεύσαμεν τὸν Δημήτριον Καλιφρόναν. Καὶ ὅμως ἡ εἰκὼν τῆς ἀγαθῆς του μορφῆς παραμένει ζωντανὴ εἰς τὴν μνήμην μας, ὡς ἐὰν ἦτο χθὲς ἀκόμη ὁ ἀγαπητὸς φίλος μεταξὺ ἡμῶν.	[1003, 348, 1220, 466]
section-heading: ΤΟ ΕΠΕΙΣΟΔΙΟΝ	[1036, 85, 1187, 104]
divider	[558, 709, 757, 710]
separator-stars: * *	[151, 1636, 168, 1651]
article-text: Γνωστὸν ποιοῦμεν πρὸς ἅπαντας τοὺς ἐνοικιαστὰς τῶν κτημάτων τῆς Ἱερᾶς Μονῆς Πεντέλης, ὅτι ἀπὸ σήμερον 29 Μαρτίου ε. ε. νὰ μὴ δίδωσιν χρήματα ἀπέναντι τῶν ἐνοικίων αὐτῶν εἰς μόνον τὸν Ἡγούμενον Πανοσιώτατον Ἱερόθεον Μητρόπουλον ἄνευ τῆς ὑπογραφῆς καὶ τῶν δύο Συμβούλων αὐτῆς.	[321, 705, 537, 853]
bottle-icon	[1248, 723, 1464, 910]
ad-text: Ζητεῖται γεωργὸς μὲ κοινὴν κατοικίαν. Ὁδὸς Γεωργίου Σταύρου 29.	[1229, 1283, 1483, 1313]
article-text: Εἰς τὸν σταθμὸν εἶχον ἀπὸ ἐνωρὶς προσέλθει, ὁ ὑπουργὸς τῶν Ἐξωτερικῶν κ. Σκουζές, ὁ Δήμαρχος κ. Μερκούρης, ὁ Νομάρχης κ. Π. Πετρωτὴς, ὁ Διευθυντὴς τῆς Ἀστυνομίας κ. Γενίσαρλης καὶ πολλοὶ ἐκ τῶν ἐνταῦθα διαμενόντων Γερμανῶν.	[7, 288, 311, 377]
section-heading: ΤΑ ΕΝ ΜΑΡΟΚΩ	[783, 215, 988, 242]
section-heading: Τὸ γεῦμα παρὰ τῷ Διαδόχῳ	[52, 1536, 267, 1553]
odol-bottle-illustration	[1248, 723, 1464, 910]
article-text: Αἰωνία ἔσεται ἡ μνήμη αὐτοῦ.	[1021, 783, 1202, 798]
ad-kasmiria	[1236, 1470, 1475, 1521]
section-heading: Τί θὰ γένῃ σήμερον	[352, 56, 505, 72]
ad-title: ΑΓΓΛΙΚΑ	[1281, 1429, 1430, 1466]
address-line: Saving Bank Building	[365, 2017, 493, 2031]
article-text: Τῆς δευτέρας ἁμάξης ἐπέβαινεν ὁ πρίγκηψ Ἐιτελ. Ὁ πρίγκηψ Γεώργιος, Νικόλαος καὶ Ἀνδρέας. Εἰς τὰς ἄλλας ἁμάξας ἀνῆλθον οἱ ὑπασπισταὶ τοῦ Βασιλέως, ὁ πρέσβυς κ. Βάσος, ὁ ἀρχιατρὸς κ. Δούκας καὶ ἡ Γερμανικὴ πρεσβεία, ὡς καὶ ἡ ἀκολουθία τῶν Γερμανῶν πριγκήπων.	[7, 916, 311, 1005]
article-text: Ὁ Βασιλεὺς ἐξῆρχεται πρῶτος καὶ τὸν ἀκολουθοῦσι οἱ Γερμανοὶ πρίγκηπες. Τὸ πλῆθος ἀποκαλύπτεται, ἐνῷ ὁ Διάδοχος τοῦ Γερμανικοῦ θρόνου χαιρετᾷ ἐξέχων στρατιωτικῶς. Τὸ αὐτὸ πράττει καὶ ὁ πρίγκηψ Ἐιτελ. Ὁ Βασιλεὺς καλεῖ τὸν Γουλιέλμον Φρειδερίκον ν' ἀνέλθῃ πρῶτος τὴν ἅμαξαν, ἀλλ' ἡ Α. Υ. χαιρετίζων στρατιωτικῶς ἀρνεῖται εὐχαριστῶν καὶ παραμερίζει διὰ ν' ἀνέλθῃ ὁ Βασιλεὺς ὅπερ καὶ γίνεται.	[7, 729, 311, 861]
column-2	[321, 48, 573, 2464]
article-text: Τὴν μεσημβρίαν παρετέθη εἰς τὴν Γερμανικὴν πρεσβείαν γεῦμα ἐπίσημον εἰς τὸ ὁποῖον παρεκάθηντο, πλὴν τῶν Γερμανῶν πριγκήπων, ὁ γενικὸς πρόξενος τῆς Γερμανίας ἐν Ἀθήναις, τὸ προσωπικὸν τῆς Γερμανικῆς Πρεσβείας, ὁ διευθυντὴς τῆς Γερμανικῆς ἀρχαιολογικῆς σχολῆς κ. Δαίρπφελδ, ὁ πρόξενος τῆς Γερμανίας, ἡ σύζυγός του καὶ αἱ θυγατέρες του.	[7, 1251, 311, 1369]
address-line: S. Africa	[403, 2057, 455, 2072]
section-heading: ΤΟ ΖΗΤΗΜΑ	[806, 371, 966, 398]
article-text: ΣΟΦΙΑ, 29 Μαρτίου.— Εἰς τὴν Σοβράνιε ἡ συζήτησις τῶν ἐκλογικῶν μεταρρυθμίσεων ἐπανέλαβε θορυβώδη ἐπεισόδια. Ἡ Ἀντιπολίτευσις δηλοῖ ὅτι θέλει νὰ διατηρηθῇ καὶ ἐπὶ τοῦ Συντάγματος παραχωρηθεῖσα ἐλευθερία. (Ἐθν. Πρακτ.)	[546, 485, 768, 603]
ad-title: Στου ΣΑΚΚΗ	[357, 2091, 501, 2178]
column-divider	[315, 48, 316, 2010]
article-text: Τὸ ὑπουργεῖον τῶν Οἰκονομικῶν διέταξε χθὲς τὰς οἰκονομικὰς ἀρχὰς τοῦ Κράτους ὅπως 8 ἡμέρας πρὸ τοῦ Πάσχα καὶ 8 μετ' αὐτὸ ἀναστείλωσι τὴν εἴσπραξιν τῶν φόρων καὶ τῶν ὀφειλομένων εἰς τὸ Δημόσιον.	[546, 970, 768, 1059]
address-line: Cape-Town	[395, 2036, 463, 2051]
article-text: Σήμερον ἡ Πρυτανεία θὰ διαβιβάσῃ τὴν ἀπόφασιν τῆς Συγκλήτου πρὸς τὸ ἀρμόδιον ὑπουργεῖον.	[778, 1748, 994, 1807]
divider	[558, 413, 757, 414]
section-subheading: ΕΠΙΣΗΜΟΣ ΔΙΑΨΕΥΣΙΣ	[591, 767, 724, 782]
section-heading: Ἡ φοιτητικὴ ἐπιτροπὴ	[796, 1353, 975, 1370]
divider	[332, 382, 526, 383]
article-text: Ἀμέσως ἀνῆλθον εἰς τὸν σταθμὸν καὶ ἐξῆλθον ἐξῆλθον ἵνα ἐπιβῶσι τῶν ἀναμενουσῶν ἁμαξῶν.	[7, 671, 311, 701]
article-text: Ὁ φοιτητὴς κ. Σακελλαρίδης μετὰ τινων ἄλλων μελῶν χθὲς εἰς τὴν οἰκίαν τοῦ κ. Πρυτάνεως συνεκάλεσεν καὶ ἐζήτησεν παρ' αὐτοῦ ἵνα μεσολαβήσῃ.	[778, 1206, 994, 1281]
section-subheading: Η ΕΠΙΣΤΟΛΗ ΤΟΥ κ. ΕΥΤΑΞΙΑ — ΑΙ ΠΑΡΑΚΛΗΣΕΙΣ ΤΟΥ ΔΙΑ ΤΟ ΜΕΤΑΛΛΕΙΟΝ ΙΣΑΡΙ	[783, 461, 988, 505]
ad-text: Πωλοῦνται ἔπιπλα τραπεζαρίας καὶ καθέδραι. Ὁδὸς Ὁμήρου 36Α. Ὥρα ἐπισκέψεως ἀπὸ 3—5 μ. μ.	[1229, 1233, 1483, 1277]
section-subheading: Τί ἔγινε χθές.— Ἡ συνεδρίασις τῆς Συγκλήτου. — Ἡ ἀποβολὴ δύο φοιτητῶν	[786, 977, 986, 1044]
ad-text: ΣΥΛΛΟΓΗ ΑΠΑΡΑΜΙΛΛΟΣ	[1276, 1101, 1436, 1116]
section-heading: ΤΟ ΔΑΝΕΙΟΝ ΤΟΥ ΛΑΡΙΣΑ-ΙΚΟΥ	[783, 1814, 988, 1848]
divider	[1015, 805, 1209, 806]
article-text: Συνεκροτήθη χθὲς μ. μ. ἐν τοῖς γραφείοις τῆς Ἑταιρίας τῶν σιδηροδρόμων Πελοποννήσου ἡ γεν. τῶν μετόχων συνέλευσις ἀντιπροσωπευομένων ἐν αὐτῇ 75 χιλιάδων περίπου μετοχῶν.	[1003, 876, 1220, 965]
article-text: Τὸ ἀπόγευμα συνοδευόμενοι ὑπὸ τοῦ κ. Δαίρπφελδ θὰ ἐπισκεφθῶσι τὸ ἀρχαιολογικὸν Μουσεῖον.	[321, 155, 537, 200]
article-text: Διαταγῇ τοῦ ὑπουργοῦ τῶν Στρατιωτικῶν κ. Δηλιγιάννη τὸ Φρουραρχεῖον ἐκάλεσε τὸν λοχαγὸν κ. Μπεράτην ὅπως παρουσιασθῇ σήμερον ἐνώπιον τοῦ φρουράρχου κ. Δούκα ἵνα ἀπολογηθῇ διὰ τὸ μεταξὺ αὐτοῦ καὶ τοῦ βουλευτοῦ κ. Ταμπακοπούλου ἐπεισόδιον.	[1003, 129, 1220, 261]
column-divider	[1224, 48, 1225, 2010]
article-text: Τὴν ἑσπέραν σήμερον θὰ παρακαθήσουν εἰς ἐπίσημον γεῦμα τὸ ὁποῖον θὰ παρατεθῇ ἐν τοῖς Ἀνακτόροις ὑπὸ τοῦ Βασιλέως. Ἐκλήθησαν ὅσοι παρευρεθῶσιν εἰς αὐτὸ ὁ Γερμανὸς πρέσβυς, ὁ πρόξενος, οἱ ὑπουργοί, τὸ ἀνώτερον προσωπικὸν τῆς Πρεσβείας. Κεκλημένοι ἐν ὅλῳ ὑπολογίζονται εἰς 30.	[321, 227, 537, 375]
ad-title: ΦΙΑΛΑΣ ΓΚΑΖΟΖ	[1267, 917, 1444, 941]
section-heading: ΕΙΣ Δ. Μ. ΚΑΛΙΦΡΟΝΑΝ	[1003, 304, 1220, 323]
article-text: Τὴν 4ην ἀπογευματινὴν ἡ ἐκ τῶν φοιτητῶν ἐπιτροπὴ μετέβη εἰς τὸ Πανεπιστήμιον ὅπου ἐπρόκειτο νὰ συνεδριάσῃ ἡ Σύγκλητος. Οὐδεὶς ὅμως ἐκ τῶν καθηγητῶν ἦτο παρών. Ἡ ἐπιτροπὴ ἀπεχώρησε μετὰ τινα χρόνον.	[778, 1373, 994, 1476]
article-text: ΛΟΝΔΙΝΟΝ, 29 Μαρτίου.— Αἱ ἐπίσημοι ἐκ Θεσσαλονίκης ἐκθέσεις βεβαιοῦσιν ὅτι ὑπάρχουσιν ἐν Μακεδονίᾳ πλέον τῶν 20 Βουλγαρικῶν συμμοριῶν. (Ἐθν. Πρακτ.)	[778, 120, 994, 208]
ad-title: ΑΦΙΧΘΗΣΑΝ	[362, 2297, 496, 2320]
ad-footer: Στου ΧΡΥΣΙΚΟΠΟΥΛΟΥ	[1264, 1529, 1448, 1547]
ad-georgatos	[325, 430, 533, 638]
ad-text: Τὸ μέγα ὑποδηματοποιεῖον Ι. Δ. ΤΣΑΜΗ χάριν τῶν ἑορτῶν καὶ ὀλίγων αὐτῶν ἐκπτώσεων θέτει ὑπὸ ὄψιν τοῦ κοινοῦ 30 εἰς 5000 ζεύγη ὑποδημάτων. Μπότες ἀληθινοδεμένα μὲ μόνον 40 δραχμάς.	[1229, 1154, 1483, 1228]
column-divider	[773, 48, 774, 2010]
article-text: Καὶ πῶς ἦτο δυνατὸν νὰ λησμονήσωμεν τὸν ἀνθρωπον τὸν ὁποῖον ὅλη ἡ Ἀθηναϊκὴ κοινωνία ἐγνώριζεν ὡς πρότυπον τιμιότητος καὶ ἀγαθότητος; Εἰς αὐτὸν τὸν ἔντιμον πολίτην, τὸν φιλόπατριν καὶ φιλάνθρωπον, ὀφείλομεν φόρον τιμῆς.	[1003, 472, 1220, 589]
section-subheading: ΤΟΥ ΣΙΔΗΡΟΔΡΟΜΟΥ Π-Α-Π	[1029, 856, 1195, 871]
article-text: Ἔμπορος διαμένων ἐν Manchester καὶ ἐπιθυμῶν νὰ φανῇ ὠφέλιμος εἰς τοὺς ἐν Ἑλλάδι ἐμπόρους καὶ ἐπιχειρήσεις ἐξ Ἀγγλίας, ἀναδέχεται ἐπὶ ἐλαχίστῃ ἀμοιβῇ τὴν πρακτικὴν ἐξυπηρέτησιν αὐτῶν. Ἀπευθυνθῆτε διὰ τὸ τυπογραφεῖον τῆς «ΔΒΓ» Σπουδαῖον Ἀλεξάνδρας.	[321, 1547, 537, 1679]
section-heading: Εἰς τὴν αἴθουσαν τοῦ θρόνου	[45, 1144, 274, 1160]
